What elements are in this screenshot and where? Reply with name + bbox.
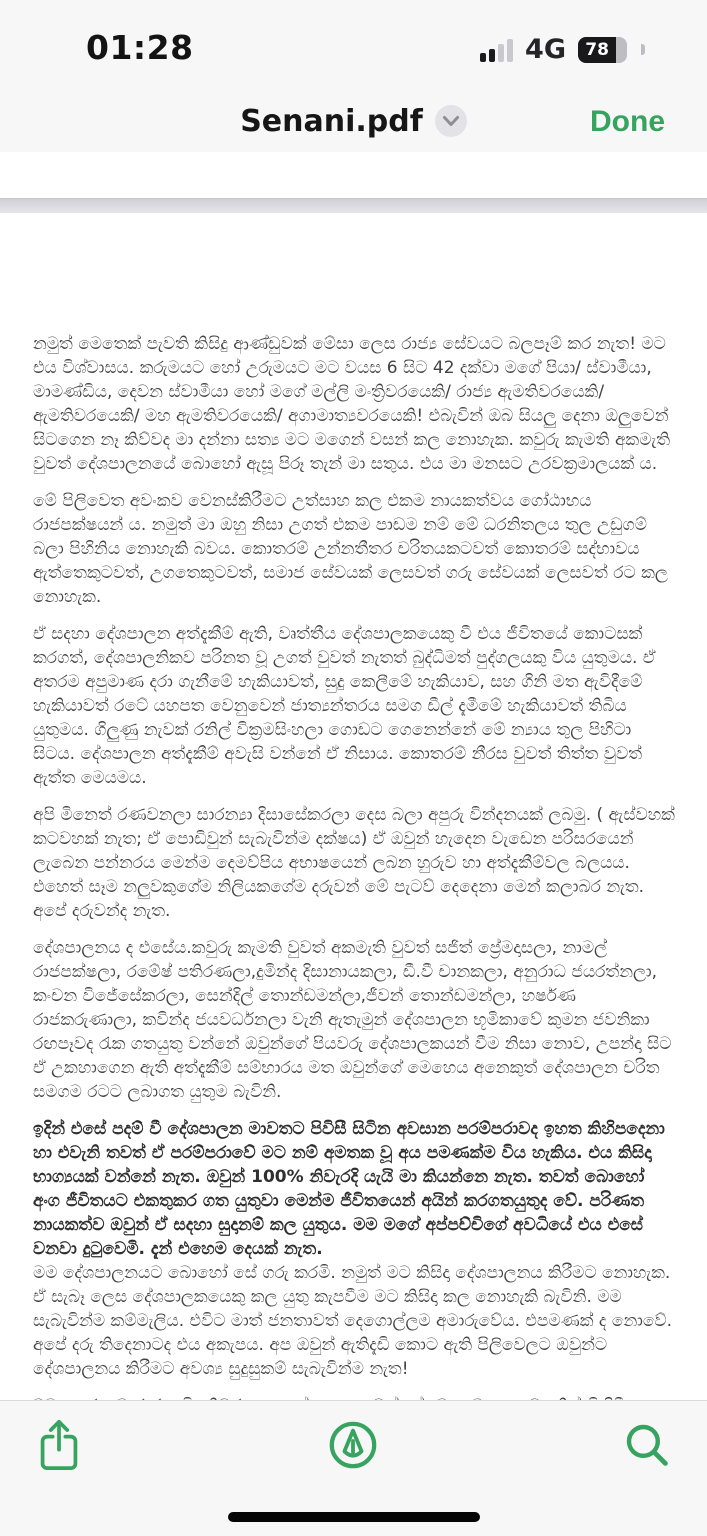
document-body [33, 332, 676, 1479]
nav-bar [0, 90, 707, 152]
document-paragraph-bold: ඉදින් එසේ පදම් වී දේශපාලන මාවතට පිවිසී සිටින අවසාන පරම්පරාවද ඉහත කිහිපදෙනා හා එවැනි තවත් ඒ පරම්පරාවේ මට නම් අමතක වූ අය පමණක්ම විය හැකිය. එය කිසිදා භාග්‍යයක් වන්නේ නැත. ඔවුන් 100% නිවැරදි යැයි මා කියන්නෙ නැත. තවත් බොහෝ අංග ජීවිතයට එකතුකර ගත යුතුවා මෙන්ම ජීවිතයෙන් අයින් කරගතයුතුද වේ. පරිණත නායකත්ව ඔවුන් ඒ සදහා සුදානම් කල යුතුය. මම මගේ අප්පච්චිගේ අවධියේ එය එසේ වනවා දුටුවෙමි. දැන් එහෙම දෙයක් නැත. [33, 1119, 665, 1259]
search-icon [623, 1421, 671, 1469]
status-icons [480, 34, 645, 65]
pdf-page[interactable] [0, 152, 707, 1400]
chevron-down-icon [443, 116, 459, 127]
done-button[interactable]: Done [584, 104, 671, 140]
search-button[interactable] [623, 1421, 671, 1469]
home-indicator[interactable] [228, 1512, 480, 1522]
document-paragraph: නමුත් මෙතෙක් පැවති කිසිදු ආණ්ඩුවක් මේසා ලෙස රාජ්‍ය සේවයට බලපෑම් කර නැත! මට එය විශ්වාසය. කරුමයට හෝ උරුමයට මට වයස 6 සිට 42 දක්වා මගේ පියා/ ස්වාමීයා, මාමණ්ඩිය, දෙවන ස්වාමීයා හෝ මගේ මල්ලි මංත්‍රිවරයෙකි/ රාජ්‍ය ඇමතිවරයෙකි/ ඇමතිවරයෙකි/ මහ ඇමතිවරයෙකි/ අගාමාත්‍යවරයෙකි! එබැවින් ඔබ සියලු දෙනා ඔලුවෙන් සිටගෙන නෑ කිව්වද මා දන්නා සත්‍ය මට මගෙන් වසන් කල නොහැක. කවුරු කැමති අකමැති වුවත් දේශපාලනයේ බොහෝ ඇසූ පිරූ තැන් මා සතුය. එය මා මනසට උරවක්‍රමාලයක් ය. [33, 334, 671, 474]
document-paragraph: අපි මිනෙත් රණවනලා සාරන්‍යා දිසාසේකරලා දෙස බලා අපුරු වින්දනයක් ලබමු. ( ඇස්වහක් කටවහක් නැත; ඒ පොඩිවුන් සැබැවින්ම දක්ෂය) ඒ ඔවුන් හැදෙන වැඩෙන පරිසරයෙන් ලැබෙන පන්නරය මෙන්ම දෙමව්පිය අභාෂයෙන් ලබන හුරුව හා අත්දැකීම්වල බලයය. එහෙත් සෑම නලුවකුගේම නිලියකගේම දරුවන් මේ පැටව් දෙදෙනා මෙන් කලාබර නැත. අපේ දරුවන්ද නැත. [33, 805, 675, 921]
share-button[interactable] [36, 1417, 82, 1473]
document-paragraph: ඒ සදහා දේශපාලන අත්දැකීම් ඇති, වෘත්තීය දේශපාලකයෙකු වී එය ජීවිතයේ කොටසක් කරගත්, දේශපාලනිකව පරිනත වූ උගත් වුවත් නැතත් බුද්ධිමත් පුද්ගලයකු විය යුතුමය. ඒ අතරම අපුමාණ දරා ගැනීමේ හැකියාවත්, සුදු කෙලීමේ හැකියාව, සහ ගිනි මත ඇවිදීමේ හැකියාවත් රටේ යහපත වෙනුවෙන් ජාත්‍යන්තරය සමග ඩීල් දැමීමේ හැකියාවත් තිබිය යුතුමය. ගිලුණු නැවක් රනිල් වික්‍රමසිංහලා ගොඩට ගෙනෙන්නේ මේ න්‍යාය තුල පිහිටා සිටය. දේශපාලන අත්දැකීම් අවැසි වන්නේ ඒ නිසාය. කොතරම් නීරස වුවත් තිත්ත වුවත් ඇත්ත මෙයමය. [33, 624, 656, 788]
share-icon [36, 1417, 82, 1473]
battery-nub [641, 44, 645, 55]
document-paragraph: මේ පිලිවෙත අවංකව වෙනස්කිරීමට උත්සාහ කල එකම නායකත්වය ගෝඨාභය රාජපක්ෂයන් ය. නමුත් මා ඔහු නිසා උගත් එකම පාඩම නම් මේ ධරනිතලය තුල උඩුගම් බලා පිහිනිය නොහැකි බවය. කොතරම් උන්නතීතර චරිතයකටවත් කොතරම් සද්භාවය ඇත්තෙකුටවත්, උගතෙකුටවත්, සමාජ සේවයක් ලෙසවත් ගරු සේවයක් ලෙසවත් රට කල නොහැක. [33, 491, 668, 607]
network-type-label: 4G [525, 34, 566, 65]
document-paragraph: දේශපාලනය ද එසේය.කවුරු කැමති වුවත් අකමැති වුවත් සජිත් ප්‍රේමදාසලා, නාමල් රාජපක්ෂලා, රමේෂ් පතිරණලා,දුමින්ද දිසානායකලා, ඩී.වී චානකලා, අනුරාධ ජයරත්නලා, කංචන විජේසේකරලා, සෙන්දිල් තොන්ඩමන්ලා,ජීවන් තොන්ඩමන්ලා, හර්ෂණ රාජකරුණාලා, කවින්ද ජයවර්ධනලා වැනි ඇතැමුන් දේශපාලන භූමිකාවේ කුමන ජවනිකා රඟපෑවද රැක ගතයුතු වන්නේ ඔවුන්ගේ පියවරු දේශපාලකයන් වීම නිසා නොව, උපන්දා සිට ඒ උකහාගෙන ඇති අත්දැකීම් සම්භාරය මත ඔවුන්ගේ මෙහෙය අනෙකුත් දේශපාලන චරිත සමගම රටට ලබාගත යුතුම බැවිනි. [33, 938, 672, 1102]
markup-button[interactable] [327, 1419, 379, 1471]
battery-icon [578, 37, 627, 63]
status-bar [0, 0, 707, 90]
status-time: 01:28 [86, 28, 194, 67]
document-paragraph: මම දේශපාලනයට බොහෝ සේ ගරු කරමි. නමුත් මට කිසිදා දේශපාලනය කිරීමට නොහැක. ඒ සැබෑ ලෙස දේශපාලකයෙකු කල යුතු කැපවීම මට කිසිදා කල නොහැකි බැවිනි. මම සැබැවින්ම කම්මැලිය. එවිට මාත් ජනතාවත් දෙගොල්ලම අමාරුවේය. එපමණක් ද නොවේ. අපේ දරු තිදෙනාටද එය අකැපය. අප ඔවුන් ඇතිදැඩි කොට ඇති පිලිවෙලට ඔවුන්ට දේශපාලනය කිරීමට අවශ්‍ය සුදුසුකම් සැබැවින්ම නැත! [33, 1263, 673, 1379]
markup-pen-icon [327, 1419, 379, 1471]
document-title: Senani.pdf [240, 103, 423, 139]
cellular-signal-icon [480, 38, 513, 62]
battery-percent: 78 [585, 39, 609, 60]
bottom-toolbar [0, 1400, 707, 1536]
title-options-button[interactable] [435, 105, 467, 137]
page-edge-separator [0, 198, 707, 213]
